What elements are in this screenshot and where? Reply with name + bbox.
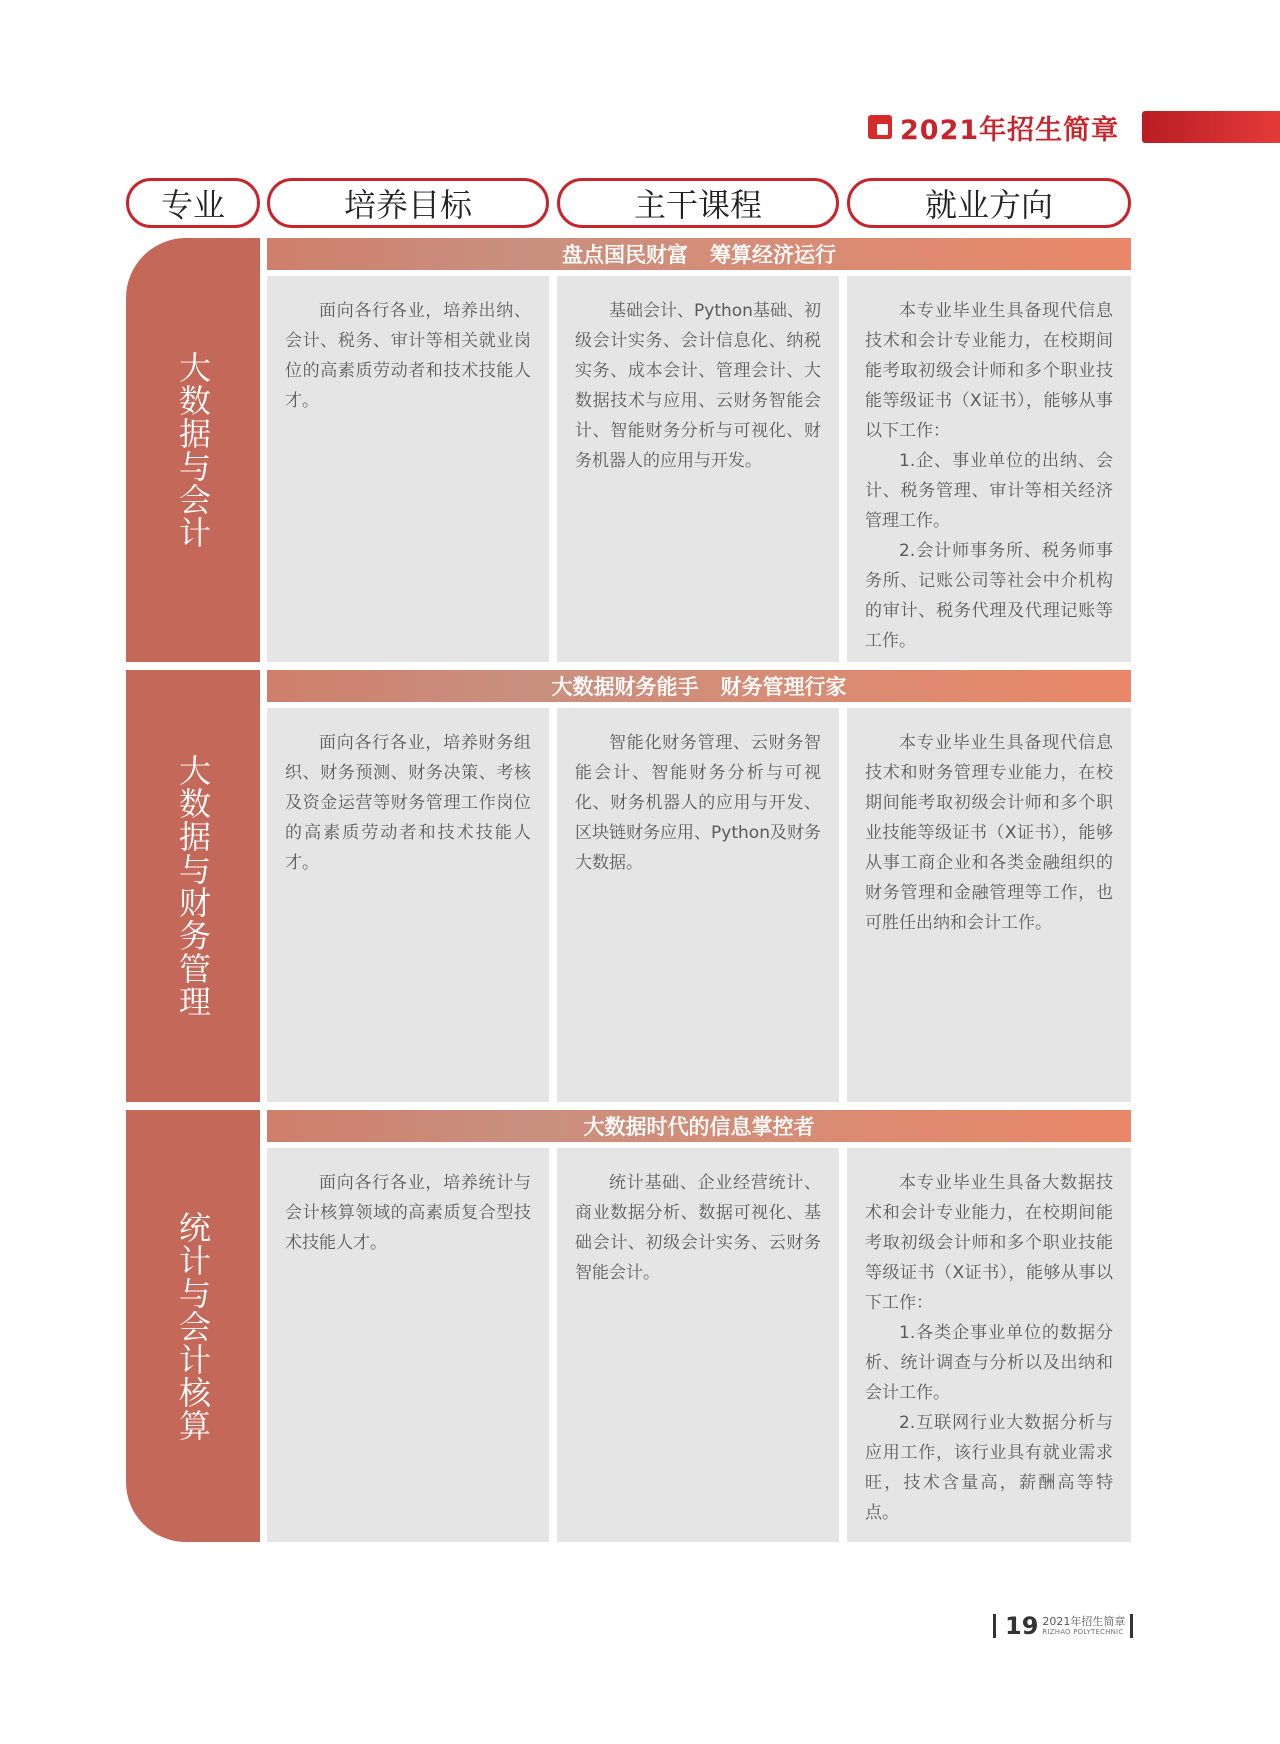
major-slogan: 盘点国民财富 筹算经济运行	[267, 238, 1131, 270]
career-text: 本专业毕业生具备现代信息技术和财务管理专业能力，在校期间能考取初级会计师和多个职业技能等级证书（X证书），能够从事工商企业和各类金融组织的财务管理和金融管理等工作，也可胜任出纳和会计工作。	[865, 733, 1113, 933]
major-name: 大数据与会计	[174, 351, 212, 549]
major-label	[126, 238, 260, 662]
brand-accent-bar	[1142, 111, 1280, 143]
career-text: 2.互联网行业大数据分析与应用工作，该行业具有就业需求旺，技术含量高，薪酬高等特点。	[865, 1413, 1113, 1523]
brand-header	[868, 111, 1120, 146]
career-text: 2.会计师事务所、税务师事务所、记账公司等社会中介机构的审计、税务代理及代理记账等工作。	[865, 541, 1113, 651]
major-name: 大数据与财务管理	[174, 754, 212, 1018]
goal-cell	[267, 1148, 549, 1542]
footer-caption	[1042, 1616, 1125, 1636]
major-slogan: 大数据时代的信息掌控者	[267, 1110, 1131, 1142]
courses-cell	[557, 708, 839, 1102]
major-label	[126, 670, 260, 1102]
goal-text: 面向各行各业，培养统计与会计核算领域的高素质复合型技术技能人才。	[285, 1173, 531, 1253]
career-cell	[847, 708, 1131, 1102]
courses-cell	[557, 1148, 839, 1542]
header-career: 就业方向	[847, 178, 1131, 228]
header-major: 专业	[126, 178, 260, 228]
brand-title: 2021年招生简章	[900, 114, 1120, 146]
footer-subtitle: RIZHAO POLYTECHNIC	[1042, 1628, 1124, 1636]
major-label	[126, 1110, 260, 1542]
page-number: 19	[1005, 1612, 1039, 1640]
career-text: 本专业毕业生具备大数据技术和会计专业能力，在校期间能考取初级会计师和多个职业技能等级证书（X证书），能够从事以下工作：	[865, 1173, 1113, 1313]
footer-divider	[1130, 1614, 1133, 1638]
career-text: 本专业毕业生具备现代信息技术和会计专业能力，在校期间能考取初级会计师和多个职业技能等级证书（X证书），能够从事以下工作：	[865, 301, 1113, 441]
major-slogan: 大数据财务能手 财务管理行家	[267, 670, 1131, 702]
header-courses: 主干课程	[557, 178, 839, 228]
goal-text: 面向各行各业，培养出纳、会计、税务、审计等相关就业岗位的高素质劳动者和技术技能人才。	[285, 301, 531, 411]
major-name: 统计与会计核算	[174, 1210, 212, 1442]
footer-title: 2021年招生简章	[1042, 1615, 1126, 1628]
career-text: 1.企、事业单位的出纳、会计、税务管理、审计等相关经济管理工作。	[865, 451, 1113, 531]
goal-text: 面向各行各业，培养财务组织、财务预测、财务决策、考核及资金运营等财务管理工作岗位的高素质劳动者和技术技能人才。	[285, 733, 531, 873]
courses-cell	[557, 276, 839, 662]
career-cell	[847, 1148, 1131, 1542]
career-text: 1.各类企事业单位的数据分析、统计调查与分析以及出纳和会计工作。	[865, 1323, 1113, 1403]
footer-divider	[993, 1614, 996, 1638]
courses-text: 统计基础、企业经营统计、商业数据分析、数据可视化、基础会计、初级会计实务、云财务智能会计。	[575, 1173, 821, 1283]
header-goal: 培养目标	[267, 178, 549, 228]
courses-text: 智能化财务管理、云财务智能会计、智能财务分析与可视化、财务机器人的应用与开发、区块链财务应用、Python及财务大数据。	[575, 733, 821, 873]
goal-cell	[267, 276, 549, 662]
career-cell	[847, 276, 1131, 662]
courses-text: 基础会计、Python基础、初级会计实务、会计信息化、纳税实务、成本会计、管理会计、大数据技术与应用、云财务智能会计、智能财务分析与可视化、财务机器人的应用与开发。	[575, 301, 821, 471]
page-footer	[993, 1612, 1133, 1640]
goal-cell	[267, 708, 549, 1102]
brand-logo-icon	[868, 115, 892, 139]
